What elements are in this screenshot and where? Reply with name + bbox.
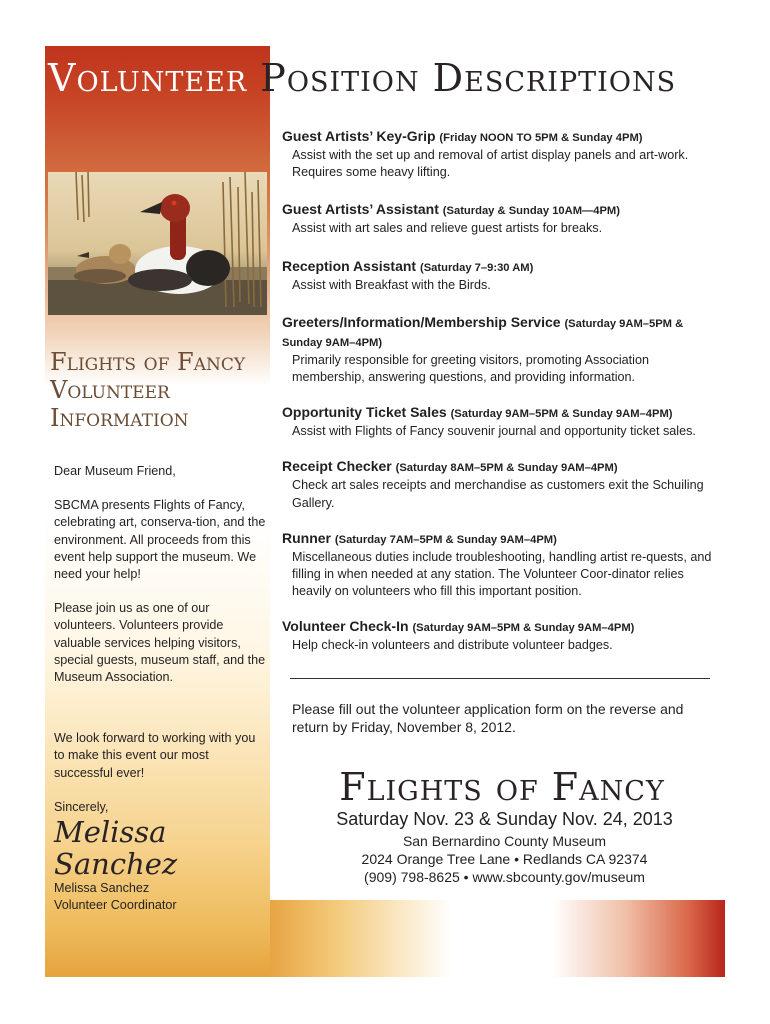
position-description: Primarily responsible for greeting visitors, promoting Association membership, answering questions, and providing information. [292,352,649,385]
position-item [282,458,722,511]
section-divider [290,678,710,679]
position-description: Miscellaneous duties include troubleshooting, handling artist re-quests, and filling in when needed at any station. The Volunteer Coor-dinator relies heavily on volunteers who fill this important position. [292,549,712,599]
letter-closing: Sincerely, [54,799,109,814]
position-schedule: (Saturday 9AM–5PM & Sunday 9AM–4PM) [412,622,635,635]
canvasback-ducks-painting [48,172,267,315]
position-item [282,258,722,294]
letter-greeting: Dear Museum Friend, [54,464,176,478]
signer-role: Volunteer Coordinator [54,898,177,913]
position-item [282,128,722,181]
venue-info [282,832,727,886]
position-item [282,530,722,601]
event-title: Flights of Fancy [339,765,665,809]
position-title: Opportunity Ticket Sales [282,404,447,421]
application-form-note: Please fill out the volunteer application form on the reverse and return by Friday, November 8, 2012. [292,701,684,735]
venue-name: San Bernardino County Museum [402,833,607,849]
position-title: Volunteer Check-In [282,618,409,635]
position-description: Assist with Breakfast with the Birds. [292,277,491,292]
position-title: Receipt Checker [282,458,392,475]
duck-painting-image [48,172,267,315]
sidebar-heading-line: Volunteer [50,376,170,404]
letter-paragraph: We look forward to working with you to make this event our most successful ever! [54,731,256,780]
position-description: Check art sales receipts and merchandise as customers exit the Schuiling Gallery. [292,478,704,510]
letter-paragraph: Please join us as one of our volunteers. Volunteers provide valuable services helping visitors, special guests, museum staff, and the Museum Association. [54,601,266,685]
position-item [282,618,722,654]
position-description: Assist with Flights of Fancy souvenir journal and opportunity ticket sales. [292,424,696,439]
position-schedule: (Saturday 9AM–5PM & Sunday 9AM–4PM) [282,317,684,349]
position-item [282,201,722,237]
welcome-letter [54,463,266,914]
position-schedule: (Saturday 9AM–5PM & Sunday 9AM–4PM) [450,408,673,421]
position-schedule: (Saturday & Sunday 10AM—4PM) [442,205,620,218]
letter-paragraph: SBCMA presents Flights of Fancy, celebrating art, conserva-tion, and the environment. All proceeds from this event help support the museum. We need your help! [54,498,266,582]
position-schedule: (Saturday 8AM–5PM & Sunday 9AM–4PM) [395,462,618,475]
venue-contact: (909) 798-8625 • www.sbcounty.gov/museum [364,869,645,885]
bottom-gradient-band [270,900,725,977]
sidebar-heading [50,348,265,432]
page-title [48,54,676,102]
title-part-positions: Position Descriptions [260,56,677,100]
sidebar-heading-line: Flights of Fancy [50,348,246,376]
position-schedule: (Saturday 7–9:30 AM) [419,261,534,274]
signer-name: Melissa Sanchez [54,881,150,896]
position-description: Assist with art sales and relieve guest artists for breaks. [292,221,603,236]
position-schedule: (Friday NOON TO 5PM & Sunday 4PM) [439,132,643,144]
venue-address: 2024 Orange Tree Lane • Redlands CA 92374 [361,851,648,867]
position-description: Assist with the set up and removal of artist display panels and art-work. Requires some heavy lifting. [292,148,689,180]
position-item [282,404,722,440]
position-title: Guest Artists’ Assistant [282,201,439,218]
sidebar-heading-line: Information [50,404,189,432]
position-schedule: (Saturday 7AM–5PM & Sunday 9AM–4PM) [334,533,557,546]
title-part-volunteer: Volunteer [48,56,248,100]
position-list [282,128,722,655]
position-title: Guest Artists’ Key-Grip [282,128,436,144]
event-date: Saturday Nov. 23 & Sunday Nov. 24, 2013 [336,809,673,829]
position-title: Runner [282,529,331,546]
position-title: Reception Assistant [282,257,417,274]
handwritten-signature: Melissa Sanchez [54,815,178,882]
position-description: Help check-in volunteers and distribute volunteer badges. [292,638,613,653]
position-title: Greeters/Information/Membership Service [282,313,561,330]
position-item [282,314,722,386]
